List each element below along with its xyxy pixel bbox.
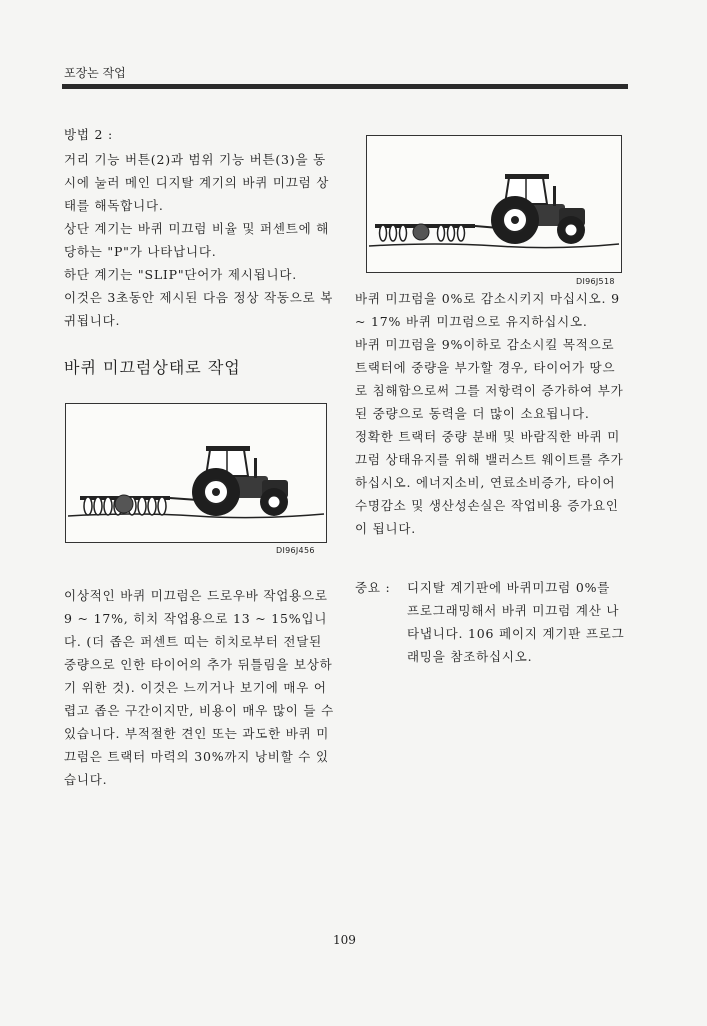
left-column-top (64, 123, 334, 332)
tractor-illustration-2 (366, 135, 622, 273)
paragraph: 이것은 3초동안 제시된 다음 정상 작동으로 복귀됩니다. (64, 290, 334, 328)
page-number: 109 (333, 933, 356, 947)
paragraph: 바퀴 미끄럼을 0%로 감소시키지 마십시오. 9 ~ 17% 바퀴 미끄럼으로 유지하십시오. (355, 291, 620, 329)
page-header-title: 포장논 작업 (64, 66, 126, 80)
paragraph: 정확한 트랙터 중량 분배 및 바람직한 바퀴 미끄럼 상태유지를 위해 밸러스트 웨이트를 추가하십시오. 에너지소비, 연료소비증가, 타이어수명감소 및 생산성손실은 작업비용 증가요인이 됩니다. (355, 429, 624, 536)
paragraph: 하단 계기는 "SLIP"단어가 제시됩니다. (64, 267, 297, 282)
figure-caption: DI96J456 (276, 546, 315, 555)
left-column-bottom (64, 584, 334, 791)
paragraph: 거리 기능 버튼(2)과 범위 기능 버튼(3)을 동시에 눌러 메인 디지탈 계기의 바퀴 미끄럼 상태를 해독합니다. (64, 152, 330, 213)
paragraph: 바퀴 미끄럼을 9%이하로 감소시킬 목적으로 트랙터에 중량을 부가할 경우, 타이어가 땅으로 침해함으로써 그를 저항력이 증가하여 부가된 중량으로 동력을 더 많이 소요됩니다. (355, 337, 624, 421)
figure-caption: DI96J518 (576, 277, 615, 286)
method-label: 방법 2 : (64, 127, 114, 142)
header-rule (62, 84, 628, 89)
note-text: 디지탈 계기판에 바퀴미끄럼 0%를 프로그래밍해서 바퀴 미끄럼 계산 나타냅니다. 106 페이지 계기판 프로그래밍을 참조하십시오. (407, 580, 625, 664)
right-column-text (355, 287, 627, 540)
paragraph: 이상적인 바퀴 미끄럼은 드로우바 작업용으로 9 ~ 17%, 히치 작업용으로 13 ~ 15%입니다. (더 좁은 퍼센트 띠는 히치로부터 전달된 중량으로 인한 타이어의 추가 뒤틀림을 보상하기 위한 것). 이것은 느끼거나 보기에 매우 어렵고 좁은 구간이지만, 비용이 매우 많이 들 수 있습니다. 부적절한 견인 또는 과도한 바퀴 미끄럼은 트랙터 마력의 30%까지 낭비할 수 있습니다. (64, 588, 334, 787)
section-heading: 바퀴 미끄럼상태로 작업 (64, 358, 241, 377)
tractor-illustration-1 (65, 403, 327, 543)
note-label: 중요 : (355, 580, 391, 595)
paragraph: 상단 계기는 바퀴 미끄럼 비율 및 퍼센트에 해당하는 "P"가 나타납니다. (64, 221, 330, 259)
